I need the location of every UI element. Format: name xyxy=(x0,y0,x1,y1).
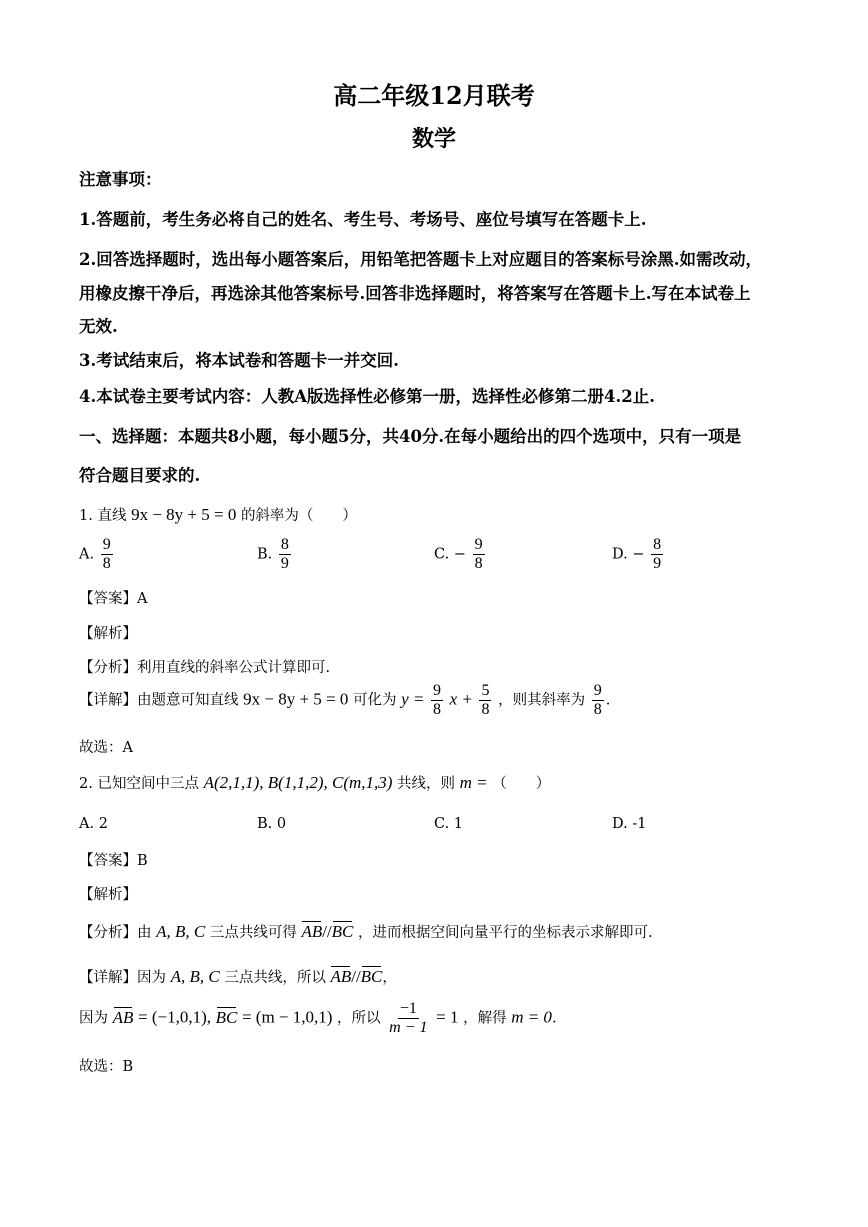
q2-option-c: C. 1 xyxy=(434,816,464,832)
q1-option-d-num: 8 xyxy=(653,536,662,553)
q2-result: m = 0 xyxy=(511,1007,552,1027)
note-item-2-line-1: 2.回答选择题时，选出每小题答案后，用铅笔把答题卡上对应题目的答案标号涂黑.如需改动， xyxy=(79,250,762,269)
notes-heading: 注意事项： xyxy=(79,170,162,189)
q1-xiangjie xyxy=(79,682,798,719)
q2-xj-mid: 三点共线，所以 xyxy=(224,970,326,986)
q1-option-a xyxy=(79,536,115,573)
q2-analysis-tag: 【解析】 xyxy=(79,887,137,903)
q1-y-eq: y = xyxy=(401,689,425,709)
q1-xiangjie-mid: 可化为 xyxy=(352,692,397,709)
q1-fenxi: 【分析】利用直线的斜率公式计算即可. xyxy=(79,660,331,676)
q1-option-b-frac xyxy=(279,536,291,573)
q2-frac-den: m − 1 xyxy=(389,1019,428,1036)
q2-parallel: // xyxy=(322,922,332,941)
q1-option-a-label: A. xyxy=(79,546,95,563)
q1-option-a-num: 9 xyxy=(102,536,111,553)
q2-xj-prefix: 【详解】因为 xyxy=(79,970,166,986)
q2-xj-abc: A, B, C xyxy=(170,967,220,986)
q2-solve: ，解得 xyxy=(463,1010,507,1027)
q2-xj-end: ， xyxy=(382,970,397,986)
q1-frac-a xyxy=(431,682,443,719)
q2-option-d: D. -1 xyxy=(612,816,647,832)
q2-because: 因为 xyxy=(79,1010,108,1027)
q2-option-a: A. 2 xyxy=(79,816,108,832)
q1-frac-c xyxy=(592,682,604,719)
section-heading-line-2: 符合题目要求的. xyxy=(79,466,201,485)
q1-option-d-sign: − xyxy=(632,546,645,563)
section-heading-line-1: 一、选择题：本题共8小题，每小题5分，共40分.在每小题给出的四个选项中，只有一项是 xyxy=(79,427,742,446)
q2-calc-vector-bc: BC xyxy=(215,1007,238,1027)
q2-m-eq: m = xyxy=(459,773,488,792)
q2-frac-num: −1 xyxy=(399,1000,417,1017)
q1-option-c-label: C. xyxy=(434,546,450,563)
q2-period: . xyxy=(551,1010,557,1027)
q1-option-b xyxy=(257,536,293,573)
note-item-3: 3.考试结束后，将本试卷和答题卡一并交回. xyxy=(79,351,399,370)
q1-frac-c-den: 8 xyxy=(593,701,602,718)
q2-eq1: = 1 xyxy=(436,1007,459,1027)
q1-frac-a-num: 9 xyxy=(432,682,441,699)
q2-fenxi xyxy=(79,921,798,942)
q1-xiangjie-prefix: 【详解】由题意可知直线 xyxy=(79,692,239,709)
q1-frac-c-num: 9 xyxy=(593,682,602,699)
subject-title: 数学 xyxy=(411,126,456,152)
q1-choose: 故选：A xyxy=(79,740,133,756)
q1-option-c-den: 8 xyxy=(474,555,483,572)
q2-stem xyxy=(79,772,798,793)
q1-option-c-sign: − xyxy=(453,546,466,563)
q1-suffix: 的斜率为（ ） xyxy=(240,508,357,524)
q1-frac-b xyxy=(479,682,491,719)
q1-option-c-num: 9 xyxy=(474,536,483,553)
q2-xj-vector-bc: BC xyxy=(360,967,383,986)
q2-choose: 故选：B xyxy=(79,1059,134,1075)
q1-xiangjie-equation: 9x − 8y + 5 = 0 xyxy=(243,689,349,709)
q1-stem xyxy=(79,504,798,525)
q1-frac-b-num: 5 xyxy=(481,682,490,699)
q2-so: ，所以 xyxy=(337,1010,381,1027)
q1-analysis-tag: 【解析】 xyxy=(79,626,137,642)
q2-abc: A, B, C xyxy=(156,922,206,941)
q1-option-a-frac xyxy=(101,536,113,573)
q2-xj-parallel: // xyxy=(351,967,361,986)
q1-period: . xyxy=(605,692,611,709)
q2-ab-value: = (−1,0,1), xyxy=(138,1007,211,1027)
note-item-2-line-3: 无效. xyxy=(79,317,118,336)
note-item-1: 1.答题前，考生务必将自己的姓名、考生号、考场号、座位号填写在答题卡上. xyxy=(79,210,647,229)
q2-xiangjie xyxy=(79,966,798,987)
note-item-4: 4.本试卷主要考试内容：人教A版选择性必修第一册，选择性必修第二册4.2止. xyxy=(79,387,655,406)
q2-bc-value: = (m − 1,0,1) xyxy=(241,1007,333,1027)
q1-frac-b-den: 8 xyxy=(481,701,490,718)
q2-vector-ab: AB xyxy=(301,922,323,941)
q1-option-c-frac xyxy=(473,536,485,573)
q1-prefix: 1. 直线 xyxy=(79,508,127,524)
q1-answer: 【答案】A xyxy=(79,591,148,607)
q1-option-a-den: 8 xyxy=(102,555,111,572)
q1-xiangjie-end: ，则其斜率为 xyxy=(498,692,586,709)
q2-vector-bc: BC xyxy=(331,922,354,941)
q1-option-d-den: 9 xyxy=(653,555,662,572)
q2-fenxi-prefix: 【分析】由 xyxy=(79,925,152,941)
q1-frac-a-den: 8 xyxy=(432,701,441,718)
exam-title: 高二年级12月联考 xyxy=(333,81,535,110)
q2-suffix: 共线，则 xyxy=(397,776,456,792)
q1-option-b-label: B. xyxy=(257,546,273,563)
q1-option-b-num: 8 xyxy=(280,536,289,553)
q2-fenxi-mid: 三点共线可得 xyxy=(209,925,297,941)
q2-fenxi-end: ，进而根据空间向量平行的坐标表示求解即可. xyxy=(358,925,653,941)
q2-frac xyxy=(387,1000,429,1037)
note-item-2-line-2: 用橡皮擦干净后，再选涂其他答案标号.回答非选择题时，将答案写在答题卡上.写在本试卷上 xyxy=(79,284,751,303)
q2-paren: （ ） xyxy=(492,776,551,792)
q1-equation: 9x − 8y + 5 = 0 xyxy=(131,505,237,524)
q2-answer: 【答案】B xyxy=(79,853,148,869)
q2-xj-vector-ab: AB xyxy=(330,967,352,986)
q1-option-c xyxy=(434,536,487,573)
q2-option-b: B. 0 xyxy=(257,816,287,832)
q1-x-plus: x + xyxy=(449,689,473,709)
q1-option-d xyxy=(612,536,665,573)
q2-calc-vector-ab: AB xyxy=(112,1007,134,1027)
q1-option-d-label: D. xyxy=(612,546,628,563)
q1-option-b-den: 9 xyxy=(280,555,289,572)
q2-calc xyxy=(79,1000,798,1037)
q1-option-d-frac xyxy=(651,536,663,573)
q2-prefix: 2. 已知空间中三点 xyxy=(79,776,199,792)
q2-points: A(2,1,1), B(1,1,2), C(m,1,3) xyxy=(203,773,393,792)
